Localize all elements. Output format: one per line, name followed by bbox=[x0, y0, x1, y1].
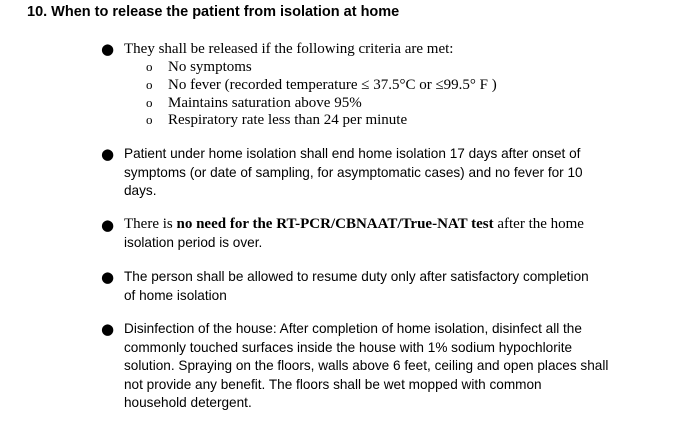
bullet-marker: ● bbox=[101, 268, 115, 286]
resume-duty-paragraph bbox=[124, 268, 618, 305]
paragraph-line: isolation period is over. bbox=[124, 235, 263, 250]
criteria-item: Maintains saturation above 95% bbox=[168, 95, 362, 111]
criteria-item: No symptoms bbox=[168, 59, 252, 75]
no-test-emphasis: no need for the RT-PCR/CBNAAT/True-NAT test bbox=[176, 216, 494, 232]
paragraph-line: not provide any benefit. The floors shall be wet mopped with common bbox=[124, 376, 542, 392]
section-heading: 10. When to release the patient from isolation at home bbox=[27, 4, 400, 20]
sub-bullet-marker: o bbox=[146, 77, 153, 92]
bullet-marker: ● bbox=[101, 320, 115, 338]
sub-bullet-marker: o bbox=[146, 95, 153, 110]
bullet-marker: ● bbox=[101, 216, 115, 234]
no-test-paragraph bbox=[124, 214, 618, 253]
criteria-item: Respiratory rate less than 24 per minute bbox=[168, 112, 408, 128]
paragraph-line: symptoms (or date of sampling, for asymptomatic cases) and no fever for 10 bbox=[124, 164, 583, 180]
sub-bullet-marker: o bbox=[146, 112, 153, 127]
no-test-pre: There is bbox=[124, 216, 177, 232]
bullet-marker: ● bbox=[101, 145, 115, 163]
paragraph-line: Disinfection of the house: After completion of home isolation, disinfect all the bbox=[124, 321, 582, 336]
disinfection-paragraph bbox=[124, 320, 618, 413]
paragraph-line: The person shall be allowed to resume duty only after satisfactory completion bbox=[124, 269, 589, 284]
paragraph-line bbox=[124, 214, 618, 234]
bullet-marker: ● bbox=[101, 40, 115, 58]
paragraph-line: days. bbox=[124, 183, 157, 198]
paragraph-line: commonly touched surfaces inside the house with 1% sodium hypochlorite bbox=[124, 339, 573, 355]
criteria-item: No fever (recorded temperature ≤ 37.5°C or ≤99.5° F ) bbox=[168, 77, 497, 93]
end-isolation-paragraph bbox=[124, 145, 618, 201]
paragraph-line: solution. Spraying on the floors, walls above 6 feet, ceiling and open places shall bbox=[124, 358, 609, 373]
paragraph-line: household detergent. bbox=[124, 395, 252, 410]
sub-bullet-marker: o bbox=[146, 59, 153, 74]
no-test-post: after the home bbox=[493, 216, 584, 232]
criteria-intro: They shall be released if the following criteria are met: bbox=[124, 41, 454, 57]
paragraph-line: Patient under home isolation shall end home isolation 17 days after onset of bbox=[124, 146, 581, 161]
paragraph-line: of home isolation bbox=[124, 287, 227, 303]
